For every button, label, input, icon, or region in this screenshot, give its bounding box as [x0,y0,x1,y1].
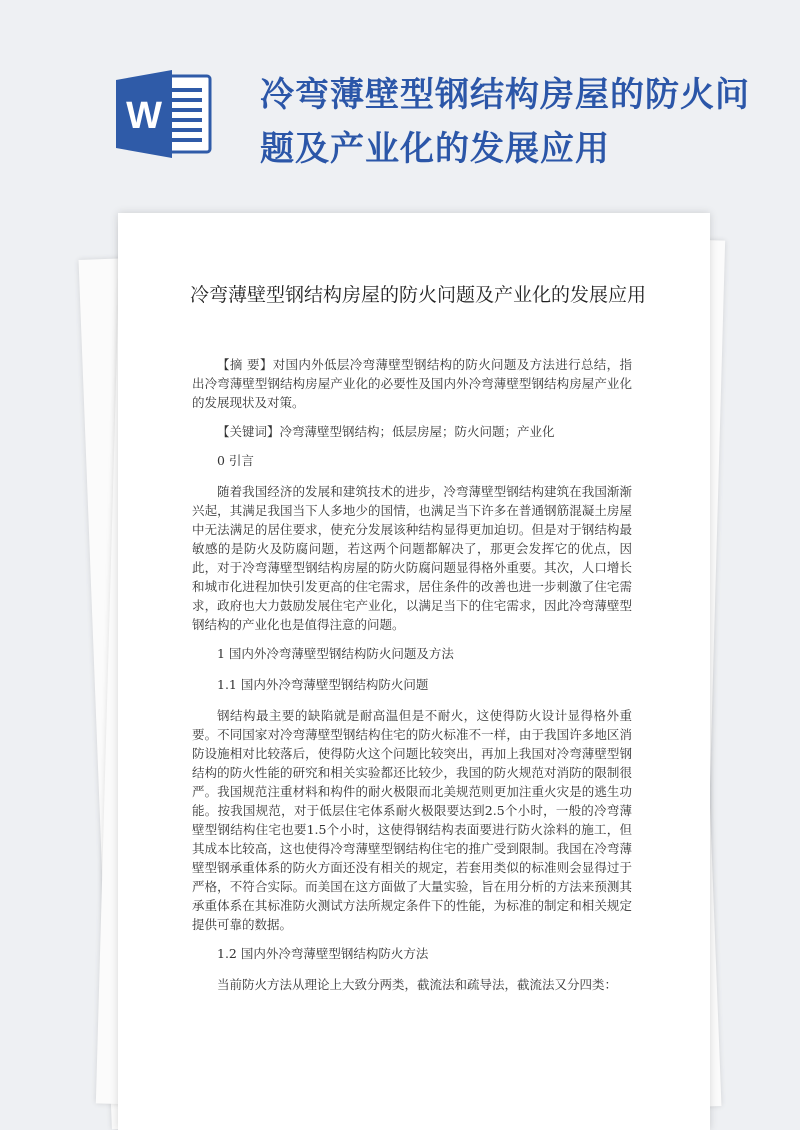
section-1-2-paragraph: 当前防火方法从理论上大致分两类，截流法和疏导法，截流法又分四类： [217,977,618,992]
keywords-paragraph: 【关键词】冷弯薄壁型钢结构；低层房屋；防火问题；产业化 [217,424,555,439]
document-page [118,213,710,1130]
header-title: 冷弯薄壁型钢结构房屋的防火问题及产业化的发展应用 [260,75,750,169]
section-heading-intro: 0 引言 [217,453,254,468]
document-title: 冷弯薄壁型钢结构房屋的防火问题及产业化的发展应用 [190,284,647,306]
intro-paragraph: 随着我国经济的发展和建筑技术的进步，冷弯薄壁型钢结构建筑在我国渐渐兴起，其满足我国当下人多地少的国情，也满足当下许多在普通钢筋混凝土房屋中无法满足的居住要求，使充分发展该种结构显得更加迫切。但是对于钢结构最敏感的是防火及防腐问题，若这两个问题都解决了，那更会发挥它的优点，因此，对于冷弯薄壁型钢结构房屋的防火防腐问题显得格外重要。其次，人口增长和城市化进程加快引发更高的住宅需求，居住条件的改善也进一步刺激了住宅需求，政府也大力鼓励发展住宅产业化，以满足当下的住宅需求，因此冷弯薄壁型钢结构的产业化也是值得注意的问题。 [192,484,632,632]
section-1-1-paragraph: 钢结构最主要的缺陷就是耐高温但是不耐火，这使得防火设计显得格外重要。不同国家对冷弯薄壁型钢结构住宅的防火标准不一样，由于我国许多地区消防设施相对比较落后，使得防火这个问题比较突出，再加上我国对冷弯薄壁型钢结构的防火性能的研究和相关实验都还比较少，我国的防火规范对消防的限制很严。我国规范注重材料和构件的耐火极限而北美规范则更加注重火灾是的逃生功能。按我国规范，对于低层住宅体系耐火极限要达到2.5个小时，一般的冷弯薄壁型钢结构住宅也要1.5个小时，这使得钢结构表面要进行防火涂料的施工，但其成本比较高，这也使得冷弯薄壁型钢结构住宅的推广受到限制。我国在冷弯薄壁型钢承重体系的防火方面还没有相关的规定，若套用类似的标准则会显得过于严格，不符合实际。而美国在这方面做了大量实验，旨在用分析的方法来预测其承重体系在其标准防火测试方法所规定条件下的性能，为标准的制定和相关规定提供可靠的数据。 [192,708,632,932]
word-document-icon [116,70,216,158]
section-heading-1-2: 1.2 国内外冷弯薄壁型钢结构防火方法 [217,946,429,961]
document-body [192,355,632,1004]
svg-text:W: W [126,95,162,137]
abstract-paragraph: 【摘 要】对国内外低层冷弯薄壁型钢结构的防火问题及方法进行总结，指出冷弯薄壁型钢结构房屋产业化的必要性及国内外冷弯薄壁型钢结构房屋产业化的发展现状及对策。 [192,357,632,410]
section-heading-1: 1 国内外冷弯薄壁型钢结构防火问题及方法 [217,646,454,661]
section-heading-1-1: 1.1 国内外冷弯薄壁型钢结构防火问题 [217,677,429,692]
header-banner [0,0,800,205]
